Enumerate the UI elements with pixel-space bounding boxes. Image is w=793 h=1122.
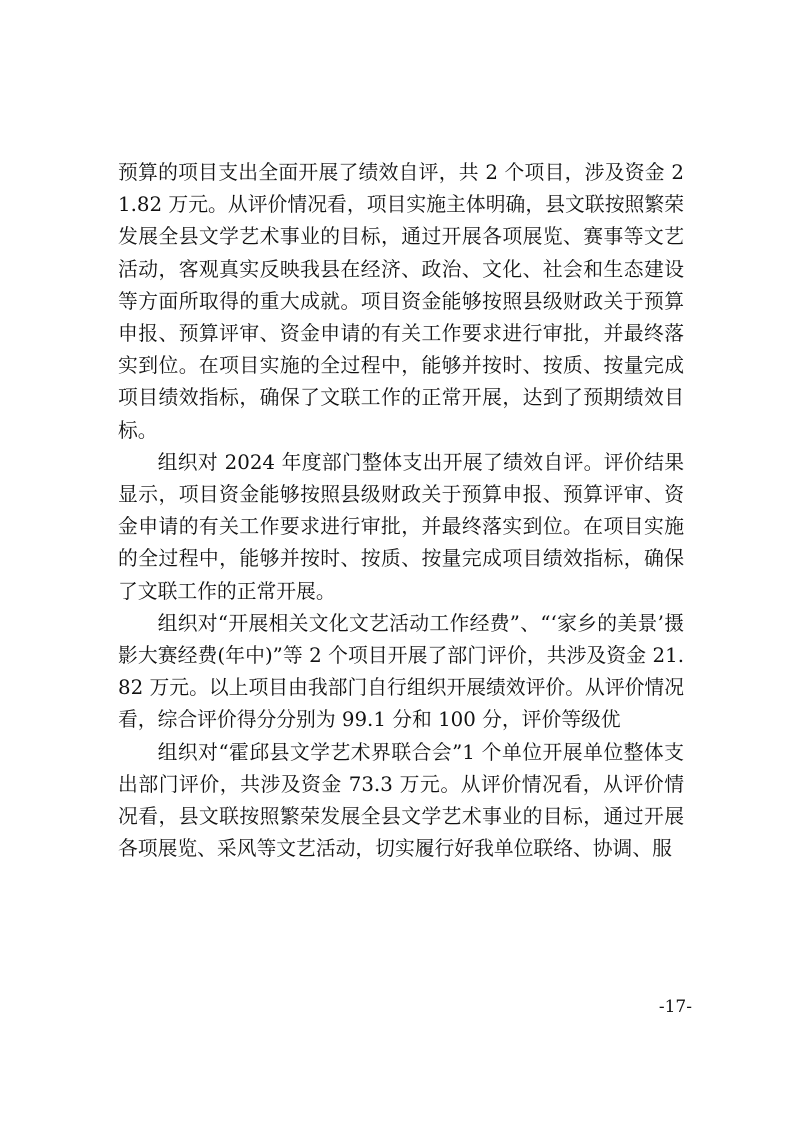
page-number: -17- — [658, 997, 692, 1017]
paragraph-project-department-evaluation: 组织对“开展相关文化文艺活动工作经费”、“‘家乡的美景’摄影大赛经费(年中)”等 2 个项目开展了部门评价，共涉及资金 21.82 万元。以上项目由我部门自行组织开展绩效评价。从评价情况看，综合评价得分分别为 99.1 分和 100 分，评价等级优 — [118, 611, 684, 732]
body-text — [118, 157, 684, 865]
paragraph-department-self-evaluation: 组织对 2024 年度部门整体支出开展了绩效自评。评价结果显示，项目资金能够按照县级财政关于预算申报、预算评审、资金申请的有关工作要求进行审批，并最终落实到位。在项目实施的全过程中，能够并按时、按质、按量完成项目绩效指标，确保了文联工作的正常开展。 — [118, 450, 684, 603]
paragraph-project-self-evaluation: 预算的项目支出全面开展了绩效自评，共 2 个项目，涉及资金 21.82 万元。从评价情况看，项目实施主体明确，县文联按照繁荣发展全县文学艺术事业的目标，通过开展各项展览、赛事等文艺活动，客观真实反映我县在经济、政治、文化、社会和生态建设等方面所取得的重大成就。项目资金能够按照县级财政关于预算申报、预算评审、资金申请的有关工作要求进行审批，并最终落实到位。在项目实施的全过程中，能够并按时、按质、按量完成项目绩效指标，确保了文联工作的正常开展，达到了预期绩效目标。 — [118, 161, 684, 442]
paragraph-unit-overall-evaluation: 组织对“霍邱县文学艺术界联合会”1 个单位开展单位整体支出部门评价，共涉及资金 73.3 万元。从评价情况看，从评价情况看，县文联按照繁荣发展全县文学艺术事业的目标，通过开展各项展览、采风等文艺活动，切实履行好我单位联络、协调、服 — [118, 740, 684, 861]
